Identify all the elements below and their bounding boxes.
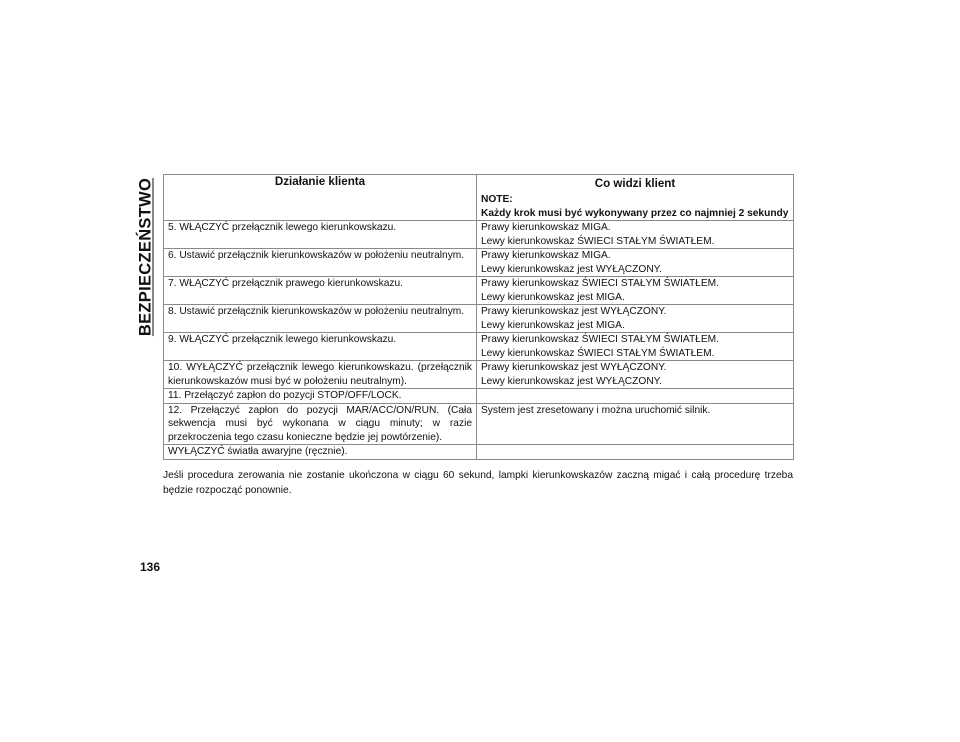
- table-header-row: [164, 175, 794, 221]
- result-line: Prawy kierunkowskaz jest WYŁĄCZONY.: [481, 362, 667, 373]
- result-line: Lewy kierunkowskaz ŚWIECI STAŁYM ŚWIATŁEM.: [481, 347, 715, 359]
- closing-paragraph: Jeśli procedura zerowania nie zostanie ukończona w ciągu 60 sekund, lampki kierunkowskazów zaczną migać i całą procedurę trzeba będzie rozpocząć ponownie.: [163, 470, 793, 496]
- table-row: [164, 445, 794, 460]
- action-cell: WYŁĄCZYĆ światła awaryjne (ręcznie).: [164, 445, 477, 460]
- result-cell: [477, 333, 794, 361]
- table-row: [164, 361, 794, 389]
- result-line: Prawy kierunkowskaz ŚWIECI STAŁYM ŚWIATŁEM.: [481, 334, 719, 345]
- section-title-text: BEZPIECZEŃSTWO: [136, 177, 155, 337]
- result-cell: [477, 403, 794, 445]
- table-row: [164, 403, 794, 445]
- table-row: [164, 277, 794, 305]
- column-header-action: Działanie klienta: [164, 175, 477, 221]
- result-line: Prawy kierunkowskaz jest WYŁĄCZONY.: [481, 306, 667, 317]
- column-header-result: [477, 175, 794, 221]
- page-number: 136: [140, 560, 161, 574]
- result-cell: [477, 221, 794, 249]
- result-line: System jest zresetowany i można uruchomić silnik.: [481, 404, 711, 416]
- action-cell: 12. Przełączyć zapłon do pozycji MAR/ACC/ON/RUN. (Cała sekwencja musi być wykonana w ciągu minuty; w razie przekroczenia tego czasu konieczne będzie jej powtórzenie).: [164, 403, 477, 445]
- table-row: [164, 249, 794, 277]
- note-text: Każdy krok musi być wykonywany przez co najmniej 2 sekundy: [481, 207, 789, 219]
- section-side-title: [128, 172, 164, 342]
- action-cell: 9. WŁĄCZYĆ przełącznik lewego kierunkowskazu.: [164, 333, 477, 361]
- table-body: [164, 221, 794, 460]
- result-cell: [477, 305, 794, 333]
- action-cell: 10. WYŁĄCZYĆ przełącznik lewego kierunkowskazu. (przełącznik kierunkowskazów musi być w położeniu neutralnym).: [164, 361, 477, 389]
- result-line: Prawy kierunkowskaz MIGA.: [481, 222, 611, 233]
- result-cell: [477, 445, 794, 460]
- note-label: NOTE:: [481, 194, 513, 205]
- action-cell: 11. Przełączyć zapłon do pozycji STOP/OFF/LOCK.: [164, 389, 477, 404]
- action-cell: 8. Ustawić przełącznik kierunkowskazów w położeniu neutralnym.: [164, 305, 477, 333]
- result-line: Lewy kierunkowskaz jest WYŁĄCZONY.: [481, 263, 662, 275]
- result-cell: [477, 249, 794, 277]
- action-cell: 6. Ustawić przełącznik kierunkowskazów w położeniu neutralnym.: [164, 249, 477, 277]
- result-cell: [477, 277, 794, 305]
- action-cell: 7. WŁĄCZYĆ przełącznik prawego kierunkowskazu.: [164, 277, 477, 305]
- result-cell: [477, 361, 794, 389]
- column-header-result-title: Co widzi klient: [594, 177, 676, 190]
- action-cell: 5. WŁĄCZYĆ przełącznik lewego kierunkowskazu.: [164, 221, 477, 249]
- result-line: Lewy kierunkowskaz jest MIGA.: [481, 291, 625, 303]
- table-row: [164, 333, 794, 361]
- procedure-table: [163, 174, 794, 460]
- result-line: Prawy kierunkowskaz MIGA.: [481, 250, 611, 261]
- table-row: [164, 221, 794, 249]
- result-line: Lewy kierunkowskaz jest WYŁĄCZONY.: [481, 375, 662, 387]
- result-line: Lewy kierunkowskaz jest MIGA.: [481, 319, 625, 331]
- result-line: Prawy kierunkowskaz ŚWIECI STAŁYM ŚWIATŁEM.: [481, 278, 719, 289]
- result-cell: [477, 389, 794, 404]
- result-line: Lewy kierunkowskaz ŚWIECI STAŁYM ŚWIATŁEM.: [481, 235, 715, 247]
- table-row: [164, 305, 794, 333]
- table-row: [164, 389, 794, 404]
